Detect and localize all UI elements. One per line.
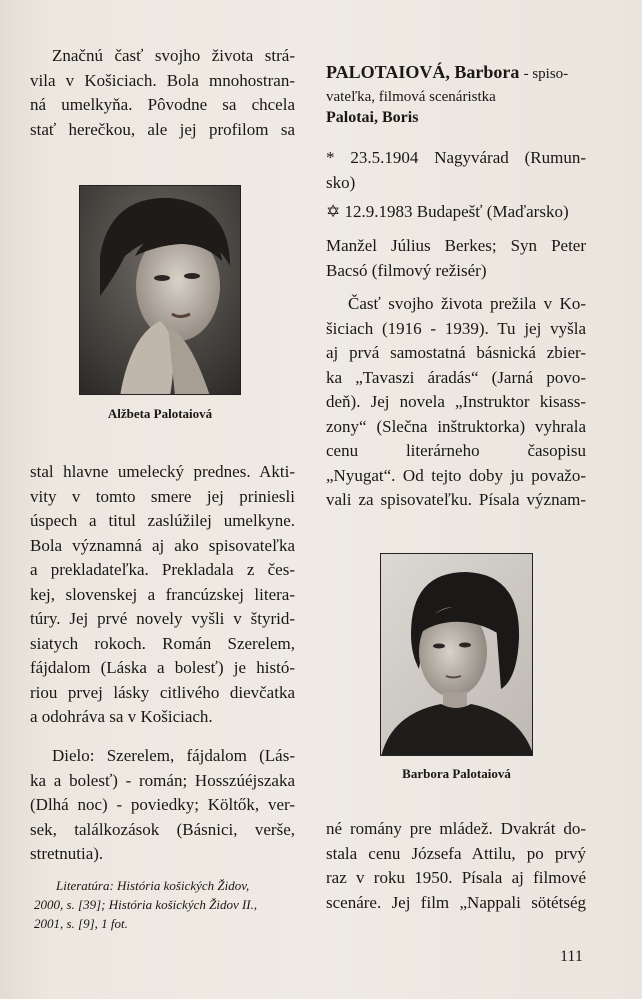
- text-line: ka a bolesť) - román; Hosszúéjszaka: [30, 770, 295, 790]
- text-line: siatych rokoch. Román Szerelem,: [30, 633, 295, 653]
- text-line: ná umelkyňa. Pôvodne sa chcela: [30, 95, 295, 114]
- text-line: riou prvej lásky citlivého dievčatka: [30, 682, 295, 702]
- text-line: úspech a titul zaslúžilej umelkyne.: [30, 511, 295, 530]
- text-line: ka „Tavaszi áradás“ (Jarná povo-: [326, 367, 586, 387]
- family-info: [326, 234, 586, 283]
- left-works-paragraph: [30, 744, 295, 867]
- text-line: raz v roku 1950. Písala aj filmové: [326, 868, 586, 887]
- right-final-paragraph: [326, 817, 586, 915]
- literature-reference: [34, 876, 292, 933]
- photo-caption-alzbeta: Alžbeta Palotaiová: [107, 406, 213, 421]
- right-main-paragraph: [326, 292, 586, 513]
- text-line: Bola významná aj ako spisovateľka: [30, 535, 295, 555]
- text-line: sek, találkozások (Básnici, verše,: [30, 819, 295, 839]
- portrait-photo-alzbeta: [79, 185, 241, 395]
- entry-name: PALOTAIOVÁ, Barbora: [326, 62, 520, 82]
- death-info: [326, 200, 586, 225]
- text-line: né romány pre mládež. Dvakrát do-: [326, 819, 586, 838]
- text-line: cenu literárneho časopisu: [326, 441, 586, 460]
- text-line: Bacsó (filmový režisér): [326, 260, 487, 280]
- portrait-photo-barbora: [380, 553, 533, 756]
- text-line: „Nyugat“. Od tejto doby ju považo-: [326, 465, 586, 485]
- text-line: túry. Jej prvé novely vyšli v štyrid-: [30, 609, 295, 628]
- text-line: fájdalom (Láska a bolesť) je histó-: [30, 658, 295, 677]
- heading-line: [326, 60, 586, 87]
- page-number: 111: [560, 948, 583, 965]
- text-line: vali za spisovateľku. Písala význam-: [326, 490, 586, 509]
- text-line: kej, slovenskej a francúzskej litera-: [30, 584, 295, 604]
- text-line: deň). Jej novela „Instruktor kisass-: [326, 392, 586, 411]
- text-line: šiciach (1916 - 1939). Tu jej vyšla: [326, 318, 586, 338]
- star-of-david-icon: ✡: [326, 202, 341, 221]
- text-line: (Dlhá noc) - poviedky; Költők, ver-: [30, 795, 295, 814]
- entry-role: vateľka, filmová scenáristka: [326, 88, 496, 105]
- entry-pseudonym: Palotai, Boris: [326, 108, 419, 126]
- text-line: zony“ (Slečna inštruktorka) vyhrala: [326, 416, 586, 436]
- birth-info: [326, 146, 586, 195]
- text-line: Dielo: Szerelem, fájdalom (Lás-: [52, 746, 295, 765]
- portrait-image: [381, 554, 533, 756]
- text-line: 2000, s. [39]; História košických Židov II.,: [34, 897, 258, 912]
- text-line: sko): [326, 172, 356, 192]
- left-main-paragraph: [30, 460, 295, 730]
- text-line: aj prvá samostatná básnická zbier-: [326, 343, 586, 362]
- text-line: Literatúra: História košických Židov,: [56, 878, 250, 893]
- text-line: Časť svojho života prežila v Ko-: [348, 294, 586, 313]
- entry-role-start: - spiso-: [523, 66, 569, 82]
- text-line: stal hlavne umelecký prednes. Akti-: [30, 462, 295, 481]
- text-line: stať herečkou, ale jej profilom sa: [30, 119, 295, 139]
- text-line: Značnú časť svojho života strá-: [52, 46, 295, 65]
- left-intro-paragraph: [30, 44, 295, 142]
- text-line: a odohráva sa v Košiciach.: [30, 707, 213, 726]
- text-line: stala cenu Józsefa Attilu, po prvý: [326, 843, 586, 863]
- text-line: a prekladateľka. Prekladala z čes-: [30, 560, 295, 579]
- text-line: Manžel Július Berkes; Syn Peter: [326, 236, 586, 255]
- photo-caption-barbora: Barbora Palotaiová: [402, 766, 511, 781]
- text-line: 2001, s. [9], 1 fot.: [34, 916, 128, 931]
- death-date: 12.9.1983 Budapešť (Maďarsko): [344, 202, 569, 221]
- text-line: stretnutia).: [30, 844, 104, 863]
- text-line: [326, 200, 586, 225]
- portrait-image: [80, 186, 241, 395]
- entry-heading: [326, 60, 586, 129]
- text-line: * 23.5.1904 Nagyvárad (Rumun-: [326, 148, 586, 167]
- text-line: vila v Košiciach. Bola mnohostran-: [30, 70, 295, 90]
- text-line: vity v tomto smere jej priniesli: [30, 486, 295, 506]
- text-line: scenáre. Jej film „Nappali sötétség: [326, 892, 586, 912]
